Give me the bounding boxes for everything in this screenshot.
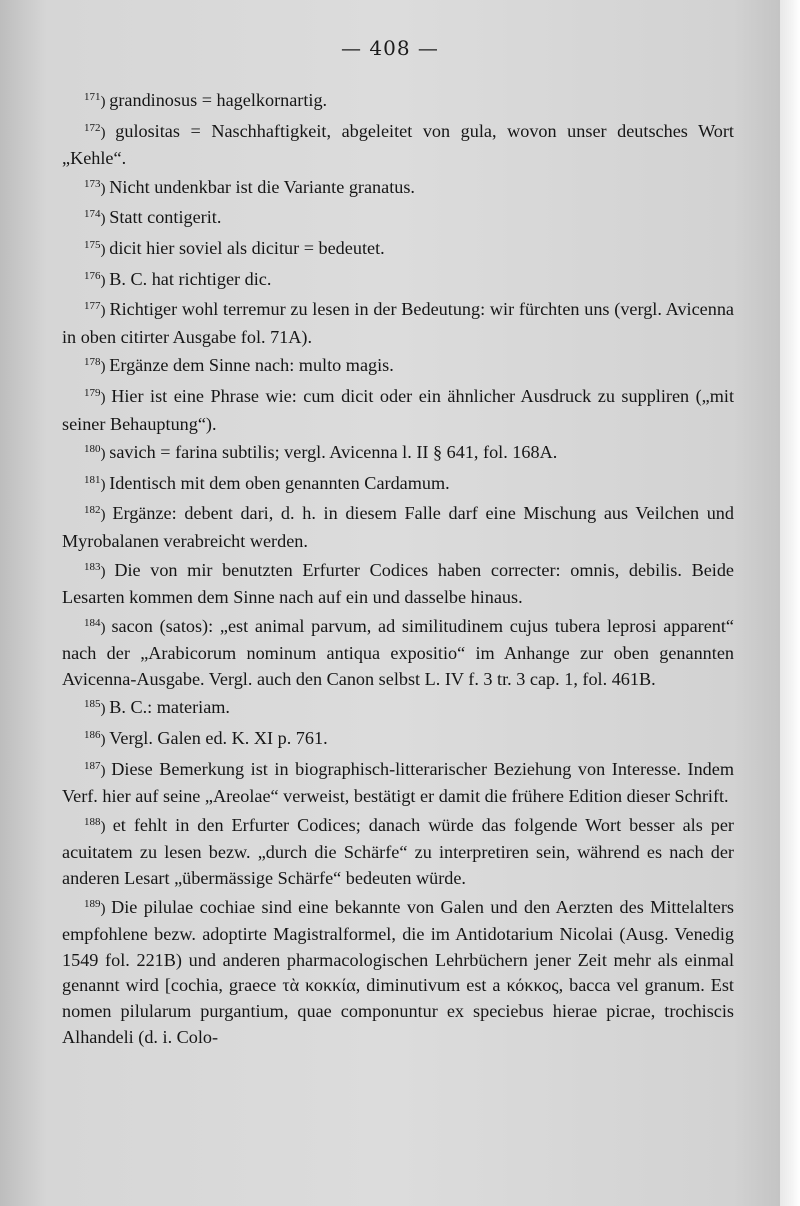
footnote-marker-paren: ) [100,818,113,835]
footnote-number: 178 [84,356,101,369]
footnote-174 [62,202,734,233]
footnote-184 [62,611,734,693]
footnote-text: sacon (satos): „est animal parvum, ad similitudinem cujus tubera leprosi apparent“ nach der „Arabicorum nominum antiqua expositio“ im Anhange zur oben genannten Avicenna-Ausgabe. Vergl. auch den Canon selbst L. IV f. 3 tr. 3 cap. 1, fol. 461B. [62,615,734,689]
footnote-number: 187 [84,759,101,772]
footnote-number: 180 [84,443,101,456]
footnote-175 [62,233,734,264]
footnote-marker-paren: ) [100,180,110,197]
footnote-marker-paren: ) [100,762,112,779]
footnote-text: B. C. hat richtiger dic. [109,268,272,289]
footnote-text: Vergl. Galen ed. K. XI p. 761. [109,728,328,749]
footnote-marker-paren: ) [100,507,113,524]
footnote-number: 183 [84,560,101,573]
footnote-185 [62,692,734,723]
footnote-marker-paren: ) [100,900,112,917]
footnote-186 [62,723,734,754]
footnote-marker-paren: ) [100,732,110,749]
footnote-marker-paren: ) [100,94,110,110]
footnote-number: 172 [84,121,101,134]
footnote-176 [62,264,734,295]
footnote-number: 184 [84,616,101,629]
footnote-number: 188 [84,815,101,828]
footnote-marker-paren: ) [100,211,110,228]
footnote-number: 171 [84,91,101,103]
footnote-178 [62,350,734,381]
footnote-marker-paren: ) [100,619,112,636]
footnote-189 [62,892,734,1051]
footnote-text: dicit hier soviel als dicitur = bedeutet. [109,237,385,258]
footnote-marker-paren: ) [100,563,115,580]
footnote-number: 185 [84,698,101,711]
footnote-number: 179 [84,386,101,399]
page-number: — 408 — [341,36,439,60]
footnote-text: B. C.: materiam. [109,697,230,718]
footnote-marker-paren: ) [100,701,110,718]
footnote-marker-paren: ) [100,272,110,289]
footnote-text: et fehlt in den Erfurter Codices; danach würde das folgende Wort besser als per acuitatem zu lesen bezw. „durch die Schärfe“ zu interpretiren sein, während es nach der anderen Lesart „übermässige Schärfe“ bedeuten würde. [62,814,734,889]
footnote-171 [62,85,734,116]
footnote-text: Die von mir benutzten Erfurter Codices haben correcter: omnis, debilis. Beide Lesarten kommen dem Sinne nach auf ein und dasselbe hinaus. [62,559,734,608]
footnote-number: 189 [84,897,101,910]
footnote-marker-paren: ) [100,241,110,258]
page-edge [780,0,800,1206]
footnote-172 [62,116,734,172]
footnote-marker-paren: ) [100,446,110,463]
footnote-text: Richtiger wohl terremur zu lesen in der Bedeutung: wir fürchten uns (vergl. Avicenna in oben citirter Ausgabe fol. 71A). [62,299,734,347]
footnote-text: grandinosus = hagelkornartig. [109,90,328,110]
footnote-182 [62,498,734,554]
footnote-text: gulositas = Naschhaftigkeit, abgeleitet von gula, wovon unser deutsches Wort „Kehle“. [62,120,734,169]
footnote-number: 176 [84,269,101,282]
footnote-text: Diese Bemerkung ist in biographisch-litterarischer Beziehung von Interesse. Indem Verf. hier auf seine „Areolae“ verweist, bestätigt er damit die frühere Edition dieser Schrift. [62,758,734,807]
footnote-text: Hier ist eine Phrase wie: cum dicit oder ein ähnlicher Ausdruck zu suppliren („mit seiner Behauptung“). [62,385,734,434]
footnote-number: 186 [84,729,101,742]
footnote-text: Statt contigerit. [109,207,222,228]
footnote-188 [62,810,734,892]
footnote-text: Ergänze: debent dari, d. h. in diesem Falle darf eine Mischung aus Veilchen und Myrobalanen verabreicht werden. [62,503,734,551]
footnote-marker-paren: ) [100,476,110,493]
footnote-number: 177 [84,300,101,313]
footnote-183 [62,555,734,611]
footnote-180 [62,437,734,468]
footnote-marker-paren: ) [100,359,110,376]
footnote-number: 182 [84,504,101,517]
footnote-text: Ergänze dem Sinne nach: multo magis. [109,355,394,376]
footnote-text: Nicht undenkbar ist die Variante granatus. [109,176,415,197]
footnote-marker-paren: ) [100,303,110,320]
footnote-number: 174 [84,208,101,221]
footnote-text: savich = farina subtilis; vergl. Avicenna l. II § 641, fol. 168A. [109,442,558,463]
footnote-173 [62,172,734,203]
footnote-181 [62,468,734,499]
footnote-text: Die pilulae cochiae sind eine bekannte von Galen und den Aerzten des Mittelalters empfohlene bezw. adoptirte Magistralformel, die im Antidotarium Nicolai (Ausg. Venedig 1549 fol. 221B) und anderen pharmacologischen Lehrbüchern jener Zeit mehr als einmal genannt wird [cochia, graece τὰ κοκκία, diminutivum est a κόκκος, bacca vel granum. Est nomen pilularum purgantium, quae componuntur ex speciebus hierae picrae, trochiscis Alhandeli (d. i. Colo- [62,896,734,1047]
footnote-marker-paren: ) [100,389,112,406]
footnote-number: 181 [84,473,101,486]
footnote-179 [62,381,734,437]
footnotes [62,85,734,1050]
footnote-number: 173 [84,177,101,190]
footnote-187 [62,754,734,810]
footnote-number: 175 [84,238,101,251]
footnote-marker-paren: ) [100,124,116,141]
footnote-177 [62,294,734,350]
footnote-text: Identisch mit dem oben genannten Cardamum. [109,472,450,493]
